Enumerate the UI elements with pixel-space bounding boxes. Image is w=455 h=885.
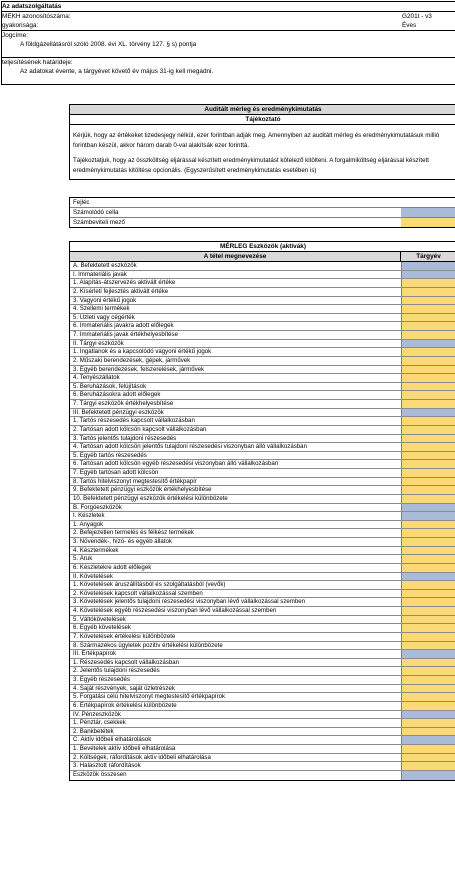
table-row: [70, 357, 455, 366]
value-input-cell[interactable]: [401, 366, 455, 374]
value-input-cell[interactable]: [401, 693, 455, 701]
value-input-cell[interactable]: [401, 391, 455, 399]
legend-item: [70, 218, 455, 227]
table-row: [70, 667, 455, 676]
row-label: 3. Egyéb berendezések, felszerelések, járművek: [73, 365, 205, 373]
table-row: [70, 633, 455, 642]
computed-cell: [401, 262, 455, 270]
row-label: 6. Immateriális javakra adott előlegek: [73, 322, 174, 330]
table-row: [70, 400, 455, 409]
value-input-cell[interactable]: [401, 331, 455, 339]
legend-label: Számbeviteli mező: [73, 219, 125, 226]
value-input-cell[interactable]: [401, 754, 455, 762]
value-input-cell[interactable]: [401, 590, 455, 598]
table-row: [70, 469, 455, 478]
legend-label: Számolódó cella: [73, 209, 119, 216]
row-label: 9. Befektetett pénzügyi eszközök értékhelyesbítése: [73, 486, 212, 494]
info-paragraph-1: Kérjük, hogy az értékeket tizedesjegy nélkül, ezer forintban adják meg. Amennyiben az auditált mérleg és eredménykimutatásuk millió forintban készül, akkor három darab 0-val alakítsák ezer forinttá.: [73, 132, 440, 149]
table-row: [70, 711, 455, 720]
table-row: [70, 650, 455, 659]
legal-basis-value: A földgázellátásról szóló 2008. évi XL. törvény 127. § s) pontja: [20, 41, 197, 48]
table-row: [70, 719, 455, 728]
legend-swatch: [401, 198, 455, 207]
table-row: [70, 745, 455, 754]
row-label: 8. Származékos ügyletek pozitív értékelési különbözete: [73, 641, 223, 649]
table-row: [70, 659, 455, 668]
row-label: 4. Tenyészállatok: [73, 374, 120, 382]
row-label: C. Aktív időbeli elhatárolások: [73, 736, 152, 744]
computed-cell: [401, 409, 455, 417]
row-label: 1. Pénztár, csekkek: [73, 719, 126, 727]
row-label: 5. Üzleti vagy cégérték: [73, 313, 135, 321]
row-label: 4. Tartósan adott kölcsön jelentős tulajdoni részesedési viszonyban álló vállalkozásban: [73, 443, 307, 451]
value-input-cell[interactable]: [401, 288, 455, 296]
mekh-id-value: G201t - v3: [402, 13, 432, 20]
table-row: [70, 590, 455, 599]
value-input-cell[interactable]: [401, 374, 455, 382]
computed-cell: [401, 512, 455, 520]
row-label: 6. Egyéb követelések: [73, 624, 131, 632]
row-label: 2. Követelések kapcsolt vállalkozással szemben: [73, 589, 203, 597]
legend-swatch: [401, 218, 455, 227]
value-input-cell[interactable]: [401, 486, 455, 494]
value-input-cell[interactable]: [401, 279, 455, 287]
table-row: [70, 762, 455, 771]
table-row: [70, 504, 455, 513]
value-input-cell[interactable]: [401, 564, 455, 572]
row-label: Eszközök összesen: [73, 770, 127, 778]
value-input-cell[interactable]: [401, 348, 455, 356]
row-label: 4. Követelések egyéb részesedési viszonyban lévő vállalkozással szemben: [73, 607, 277, 614]
row-label: III. Értékpapírok: [73, 650, 117, 658]
table-row: [70, 564, 455, 573]
table-row: [70, 331, 455, 340]
table-row: [70, 676, 455, 685]
table-row: [70, 305, 455, 314]
table-row: [70, 529, 455, 538]
info-subtitle: Tájékoztató: [70, 115, 455, 125]
frequency-value: Éves: [402, 22, 417, 29]
row-label: 2. Tartósan adott kölcsön kapcsolt vállalkozásban: [73, 425, 207, 433]
table-row: [70, 495, 455, 504]
row-label: 2. Befejezetlen termelés és félkész termékek: [73, 529, 194, 537]
value-input-cell[interactable]: [401, 728, 455, 736]
row-label: 6. Készletekre adott előlegek: [73, 563, 152, 571]
table-row: [70, 383, 455, 392]
row-label: 3. Növendék-, hízó- és egyéb állatok: [73, 538, 172, 545]
row-label: III. Befektetett pénzügyi eszközök: [73, 408, 164, 416]
computed-cell: [401, 340, 455, 348]
row-label: 4. Késztermékek: [73, 546, 119, 554]
legend-item: [70, 208, 455, 218]
row-label: 10. Befektetett pénzügyi eszközök értékelési különbözete: [73, 494, 228, 502]
value-input-cell[interactable]: [401, 460, 455, 468]
value-input-cell[interactable]: [401, 469, 455, 477]
value-input-cell[interactable]: [401, 435, 455, 443]
table-row: [70, 693, 455, 702]
value-input-cell[interactable]: [401, 659, 455, 667]
table-row: [70, 512, 455, 521]
table-row: [70, 728, 455, 737]
table-row: [70, 435, 455, 444]
value-input-cell[interactable]: [401, 417, 455, 425]
computed-cell: [401, 573, 455, 581]
color-legend: [69, 197, 455, 228]
row-label: B. Forgóeszközök: [73, 503, 122, 511]
balance-sheet-table: [69, 241, 455, 781]
table-row: [70, 409, 455, 418]
table-row: [70, 297, 455, 306]
table-row: [70, 624, 455, 633]
table-row: [70, 374, 455, 383]
value-input-cell[interactable]: [401, 357, 455, 365]
row-label: 3. Tartós jelentős tulajdoni részesedés: [73, 434, 177, 442]
row-label: IV. Pénzeszközök: [73, 710, 121, 718]
table-row: [70, 279, 455, 288]
value-input-cell[interactable]: [401, 745, 455, 753]
value-input-cell[interactable]: [401, 555, 455, 563]
value-input-cell[interactable]: [401, 400, 455, 408]
computed-cell: [401, 271, 455, 279]
table-row: [70, 314, 455, 323]
table-row: [70, 417, 455, 426]
row-label: 5. Beruházások, felújítások: [73, 382, 147, 390]
row-label: 3. Egyéb részesedés: [73, 676, 130, 683]
row-label: 7. Tárgyi eszközök értékhelyesbítése: [73, 400, 174, 407]
computed-cell: [401, 650, 455, 658]
value-input-cell[interactable]: [401, 443, 455, 451]
table-row: [70, 452, 455, 461]
table-row: [70, 426, 455, 435]
table-row: [70, 771, 455, 780]
value-input-cell[interactable]: [401, 305, 455, 313]
table-row: [70, 754, 455, 763]
legal-basis-label: Jogcíme:: [2, 30, 455, 40]
frequency-row: [2, 21, 455, 30]
row-label: 3. Követelések jelentős tulajdoni részesedési viszonyban lévő vállalkozással szemben: [73, 598, 306, 606]
legend-item: [70, 198, 455, 208]
value-input-cell[interactable]: [401, 685, 455, 693]
mekh-id-row: [2, 12, 455, 21]
table-row: [70, 573, 455, 582]
table-row: [70, 581, 455, 590]
row-label: 1. Ingatlanok és a kapcsolódó vagyoni értékű jogok: [73, 348, 212, 356]
row-label: 3. Halasztott ráfordítások: [73, 762, 141, 770]
table-row: [70, 322, 455, 331]
row-label: 2. Bankbetétek: [73, 727, 114, 735]
computed-cell: [401, 711, 455, 719]
row-label: II. Követelések: [73, 572, 113, 580]
row-label: A. Befektetett eszközök: [73, 262, 137, 269]
row-label: 5. Forgatási célú hitelviszonyt megtestesítő értékpapírok: [73, 693, 226, 701]
info-paragraph-2: Tájékoztatjuk, hogy az összköltség eljárással készített eredménykimutatást kötelező kitölteni. A forgalmiköltség eljárással készített eredménykimutatás kitöltése opcionális. (Egyszerűsített eredménykimutatás esetében is): [73, 157, 429, 174]
value-input-cell[interactable]: [401, 598, 455, 606]
section-title: Az adatszolgáltatás: [2, 2, 455, 12]
balance-rows: [70, 262, 455, 780]
value-input-cell[interactable]: [401, 495, 455, 503]
row-label: 7. Egyéb tartósan adott kölcsön: [73, 469, 159, 476]
value-input-cell[interactable]: [401, 383, 455, 391]
value-input-cell[interactable]: [401, 314, 455, 322]
row-label: 4. Saját részvények, saját üzletrészek: [73, 684, 175, 692]
legend-swatch: [401, 208, 455, 217]
value-input-cell[interactable]: [401, 521, 455, 529]
table-row: [70, 443, 455, 452]
row-label: 1. Tartós részesedés kapcsolt vállalkozásban: [73, 417, 195, 425]
row-label: 1. Bevételek aktív időbeli elhatárolása: [73, 745, 176, 752]
table-row: [70, 702, 455, 711]
row-label: I. Készletek: [73, 512, 105, 520]
row-label: 6. Tartósan adott kölcsön egyéb részesedési viszonyban álló vállalkozásban: [73, 460, 279, 468]
row-label: 4. Szellemi termékek: [73, 305, 130, 313]
column-current-year: Tárgyév: [400, 252, 455, 261]
column-item-name: A tétel megnevezése: [203, 253, 267, 260]
computed-cell: [401, 736, 455, 744]
value-input-cell[interactable]: [401, 676, 455, 684]
balance-title: MÉRLEG Eszközök (aktívák): [70, 242, 455, 252]
row-label: 6. Beruházásokra adott előlegek: [73, 391, 161, 399]
info-title: Auditált mérleg és eredménykimutatás: [70, 105, 455, 115]
deadline-value: Az adatokat évente, a tárgyévet követő év május 31-ig kell megadni.: [20, 68, 214, 75]
table-row: [70, 460, 455, 469]
value-input-cell[interactable]: [401, 633, 455, 641]
row-label: 2. Jelentős tulajdoni részesedés: [73, 667, 160, 675]
table-row: [70, 288, 455, 297]
value-input-cell[interactable]: [401, 607, 455, 615]
value-input-cell[interactable]: [401, 452, 455, 460]
row-label: 5. Áruk: [73, 555, 93, 563]
table-row: [70, 598, 455, 607]
row-label: II. Tárgyi eszközök: [73, 339, 124, 347]
row-label: 3. Vagyoni értékű jogok: [73, 296, 137, 304]
computed-cell: [401, 771, 455, 780]
computed-cell: [401, 504, 455, 512]
value-input-cell[interactable]: [401, 426, 455, 434]
row-label: 2. Műszaki berendezések, gépek, járművek: [73, 356, 191, 364]
row-label: 2. Kísérleti fejlesztés aktivált értéke: [73, 287, 169, 295]
table-row: [70, 486, 455, 495]
value-input-cell[interactable]: [401, 581, 455, 589]
table-row: [70, 478, 455, 487]
table-row: [70, 391, 455, 400]
value-input-cell[interactable]: [401, 538, 455, 546]
table-row: [70, 547, 455, 556]
row-label: 6. Értékpapírok értékelési különbözete: [73, 701, 177, 709]
value-input-cell[interactable]: [401, 297, 455, 305]
row-label: 5. Váltókövetelések: [73, 615, 126, 623]
table-row: [70, 642, 455, 651]
deadline-label: teljesítésének határideje:: [2, 57, 455, 67]
info-box: [69, 104, 455, 180]
value-input-cell[interactable]: [401, 719, 455, 727]
value-input-cell[interactable]: [401, 478, 455, 486]
row-label: 7. Követelések értékelési különbözete: [73, 632, 176, 640]
value-input-cell[interactable]: [401, 624, 455, 632]
table-row: [70, 521, 455, 530]
row-label: 5. Egyéb tartós részesedés: [73, 451, 147, 459]
row-label: 7. Immateriális javak értékhelyesbítése: [73, 331, 178, 338]
table-row: [70, 348, 455, 357]
value-input-cell[interactable]: [401, 547, 455, 555]
value-input-cell[interactable]: [401, 322, 455, 330]
row-label: 2. Költségek, ráfordítások aktív időbeli elhatárolása: [73, 753, 211, 761]
frequency-label: gyakorisága:: [2, 22, 39, 29]
value-input-cell[interactable]: [401, 667, 455, 675]
value-input-cell[interactable]: [401, 642, 455, 650]
table-row: [70, 736, 455, 745]
table-row: [70, 366, 455, 375]
value-input-cell[interactable]: [401, 529, 455, 537]
table-row: [70, 685, 455, 694]
table-row: [70, 616, 455, 625]
table-row: [70, 262, 455, 271]
table-row: [70, 340, 455, 349]
row-label: 1. Alapítás-átszervezés aktivált értéke: [73, 279, 176, 287]
value-input-cell[interactable]: [401, 616, 455, 624]
value-input-cell[interactable]: [401, 762, 455, 770]
row-label: 1. Követelések áruszállításból és szolgáltatásból (vevők): [73, 581, 226, 589]
data-provision-header: [1, 1, 455, 85]
row-label: I. Immateriális javak: [73, 270, 127, 278]
table-row: [70, 538, 455, 547]
value-input-cell[interactable]: [401, 702, 455, 710]
row-label: 1. Anyagok: [73, 520, 104, 528]
mekh-id-label: MEKH azonosítószáma:: [2, 13, 71, 20]
table-row: [70, 607, 455, 616]
table-row: [70, 555, 455, 564]
table-row: [70, 271, 455, 280]
balance-column-header: [70, 252, 455, 262]
legend-label: Fejléc: [73, 199, 90, 206]
row-label: 8. Tartós hitelviszonyt megtestesítő értékpapír: [73, 477, 197, 485]
row-label: 1. Részesedés kapcsolt vállalkozásban: [73, 658, 180, 666]
